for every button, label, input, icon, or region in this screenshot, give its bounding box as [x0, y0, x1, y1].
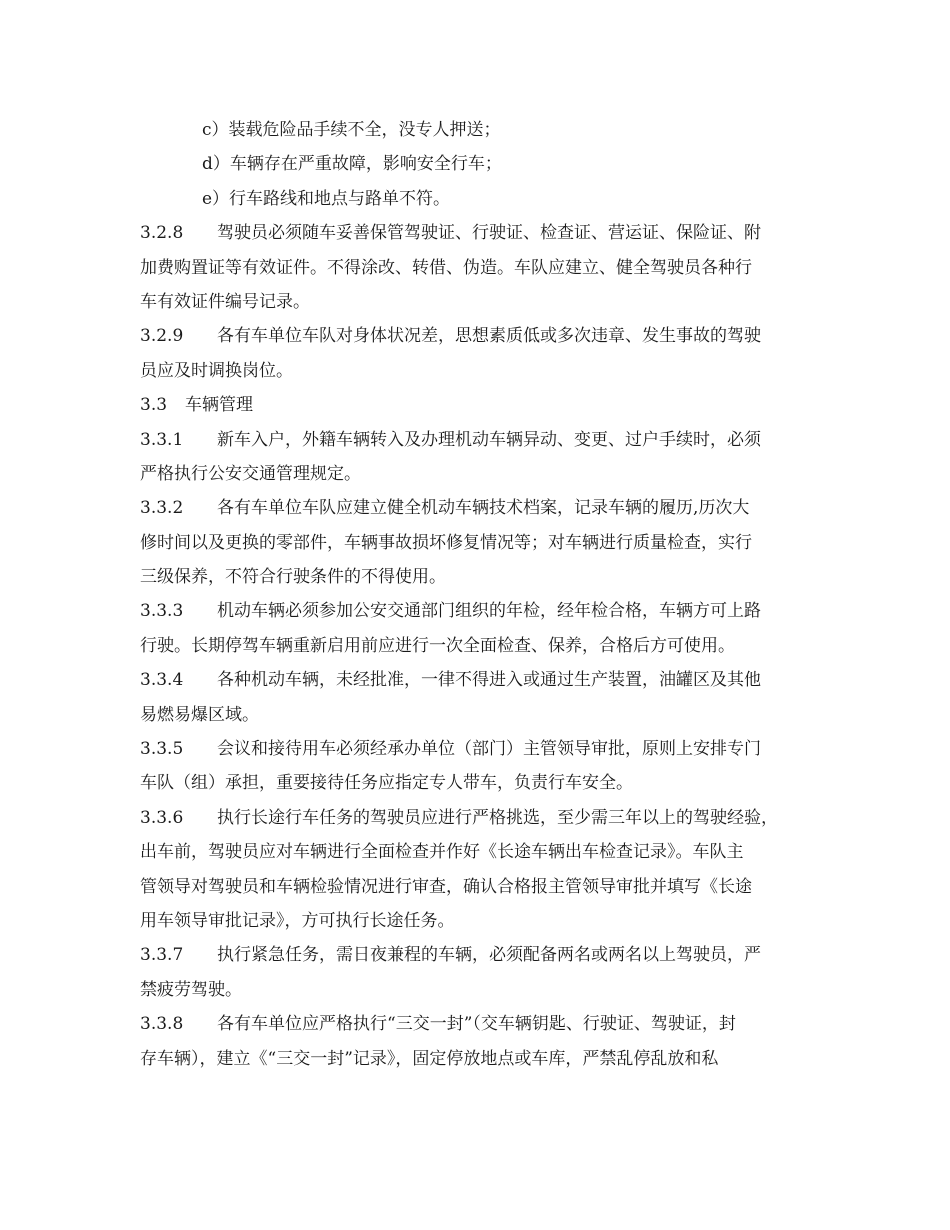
text-line: 禁疲劳驾驶。: [140, 979, 242, 1000]
clause-number: 3.3.2: [140, 498, 184, 519]
text-line: 管领导对驾驶员和车辆检验情况进行审查，确认合格报主管领导审批并填写《长途: [140, 876, 752, 897]
section-title: 车辆管理: [185, 395, 253, 416]
text-line: 行驶。长期停驾车辆重新启用前应进行一次全面检查、保养，合格后方可使用。: [140, 635, 735, 656]
clause-number: 3.2.9: [140, 326, 184, 347]
clause-line: [140, 491, 816, 525]
clause-line: [140, 216, 816, 250]
text-line: 用车领导审批记录》，方可执行长途任务。: [140, 910, 455, 931]
section-heading: [140, 388, 816, 422]
list-item: d）车辆存在严重故障，影响安全行车；: [202, 154, 502, 175]
text-line: 车有效证件编号记录。: [140, 291, 310, 312]
clause-number: 3.3.8: [140, 1014, 184, 1035]
text-line: 三级保养，不符合行驶条件的不得使用。: [140, 567, 446, 588]
text-line: 易燃易爆区域。: [140, 704, 259, 725]
section-number: 3.3: [140, 395, 168, 416]
list-item: c）装载危险品手续不全，没专人押送；: [202, 120, 501, 140]
clause-text: 执行紧急任务，需日夜兼程的车辆，必须配备两名或两名以上驾驶员，严: [217, 945, 761, 966]
clause-text: 新车入户，外籍车辆转入及办理机动车辆异动、变更、过户手续时，必须: [217, 429, 761, 450]
clause-text: 各有车单位车队对身体状况差，思想素质低或多次违章、发生事故的驾驶: [217, 326, 761, 347]
text-line: 存车辆），建立《“三交一封”记录》，固定停放地点或车库，严禁乱停乱放和私: [140, 1048, 719, 1069]
clause-number: 3.2.8: [140, 223, 184, 244]
text-line: 加费购置证等有效证件。不得涂改、转借、伪造。车队应建立、健全驾驶员各种行: [140, 257, 752, 278]
clause-line: [140, 594, 816, 628]
document-body: [140, 113, 816, 1076]
clause-number: 3.3.3: [140, 601, 184, 622]
text-line: 出车前，驾驶员应对车辆进行全面检查并作好《长途车辆出车检查记录》。车队主: [140, 842, 744, 863]
clause-text: 执行长途行车任务的驾驶员应进行严格挑选，至少需三年以上的驾驶经验，: [217, 807, 778, 828]
clause-number: 3.3.4: [140, 670, 184, 691]
text-line: 员应及时调换岗位。: [140, 360, 293, 381]
list-item: e）行车路线和地点与路单不符。: [202, 188, 451, 209]
clause-line: [140, 732, 816, 766]
clause-line: [140, 938, 816, 972]
clause-number: 3.3.7: [140, 945, 184, 966]
clause-text: 机动车辆必须参加公安交通部门组织的年检，经年检合格，车辆方可上路: [217, 601, 761, 622]
clause-text: 各有车单位应严格执行“三交一封”（交车辆钥匙、行驶证、驾驶证，封: [217, 1014, 736, 1035]
clause-text: 各种机动车辆，未经批准，一律不得进入或通过生产装置，油罐区及其他: [217, 670, 761, 691]
clause-line: [140, 801, 816, 835]
clause-text: 驾驶员必须随车妥善保管驾驶证、行驶证、检查证、营运证、保险证、附: [217, 223, 761, 244]
text-line: 车队（组）承担，重要接待任务应指定专人带车，负责行车安全。: [140, 773, 633, 794]
clause-line: [140, 319, 816, 353]
text-line: 修时间以及更换的零部件，车辆事故损坏修复情况等；对车辆进行质量检查，实行: [140, 532, 752, 553]
clause-text: 各有车单位车队应建立健全机动车辆技术档案，记录车辆的履历,历次大: [217, 498, 750, 519]
clause-number: 3.3.6: [140, 807, 184, 828]
clause-number: 3.3.5: [140, 739, 184, 760]
text-line: 严格执行公安交通管理规定。: [140, 463, 361, 484]
clause-line: [140, 423, 816, 457]
clause-text: 会议和接待用车必须经承办单位（部门）主管领导审批，原则上安排专门: [217, 739, 761, 760]
clause-line: [140, 663, 816, 697]
clause-line: [140, 1007, 816, 1041]
clause-number: 3.3.1: [140, 429, 184, 450]
